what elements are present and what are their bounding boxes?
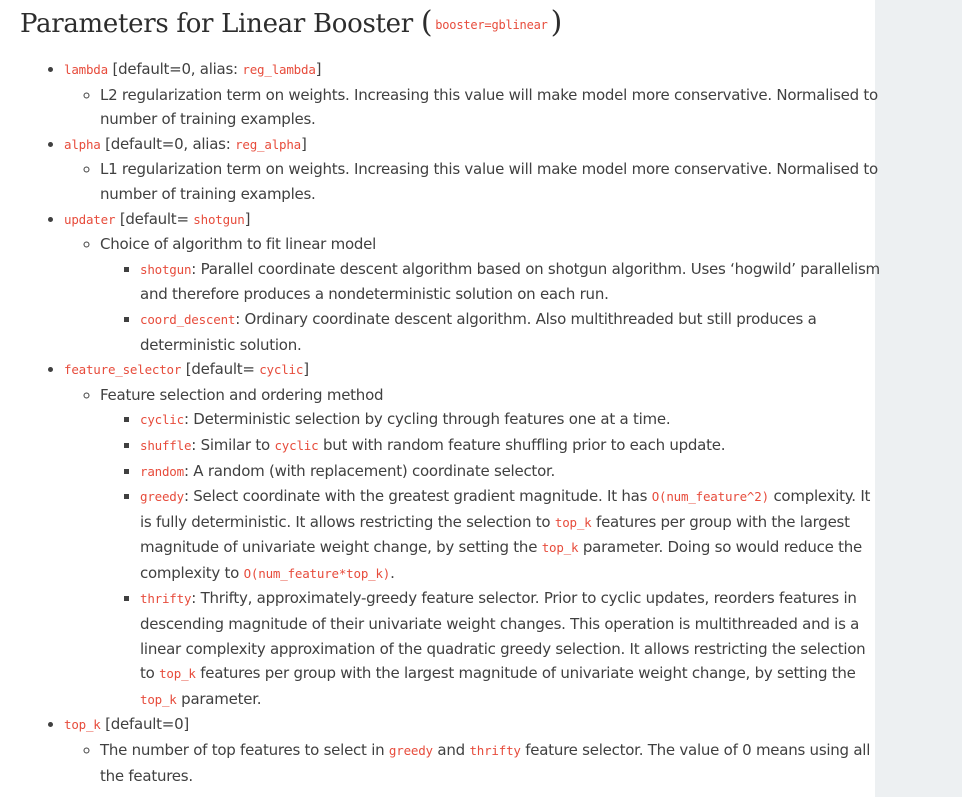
- right-sidebar: [875, 0, 962, 797]
- param-lambda: [64, 57, 882, 132]
- param-name: alpha: [64, 136, 101, 152]
- option-text: parameter.: [181, 689, 262, 708]
- option-text: features per group with the largest magnitude of univariate weight change, by setting the: [200, 664, 856, 683]
- param-name: top_k: [64, 717, 101, 733]
- param-default-end: ]: [244, 209, 251, 228]
- param-default: [default=0, alias:: [105, 134, 231, 153]
- param-default: [default=: [119, 209, 189, 228]
- option-inline-code: cyclic: [274, 437, 319, 453]
- param-name: updater: [64, 211, 116, 227]
- param-feature-selector: [64, 357, 882, 712]
- option-text: features per group with the largest magnitude of univariate weight change, by setting the: [140, 512, 850, 557]
- option-text: : Similar to: [191, 435, 270, 454]
- param-inline-code: greedy: [388, 743, 433, 759]
- param-default-end: ]: [315, 60, 322, 78]
- option-text: : Ordinary coordinate descent algorithm. Also multithreaded but still produces a deterministic solution.: [140, 309, 817, 354]
- option-code: thrifty: [140, 591, 192, 607]
- param-description-text: Choice of algorithm to fit linear model: [100, 235, 377, 254]
- option-text: : Deterministic selection by cycling through features one at a time.: [183, 410, 671, 429]
- option-text: but with random feature shuffling prior to each update.: [322, 435, 726, 454]
- param-description: [100, 383, 882, 713]
- option-code: shuffle: [140, 437, 192, 453]
- option-inline-code: top_k: [159, 666, 196, 682]
- heading-code: booster=gblinear: [435, 18, 548, 32]
- param-description: [100, 738, 882, 788]
- param-default-value: cyclic: [259, 362, 304, 378]
- param-description-text: feature selector. The value of 0 means using all the features.: [100, 741, 871, 785]
- option-cyclic: [140, 407, 882, 433]
- option-text: : Thrifty, approximately-greedy feature selector. Prior to cyclic updates, reorders features in descending magnitude of their univariate weight changes. This operation is multithreaded and is a linear complexity approximation of the quadratic greedy selection. It allows restricting the selection to: [140, 589, 866, 683]
- param-description-text: The number of top features to select in: [100, 741, 385, 760]
- param-description-text: Feature selection and ordering method: [100, 385, 384, 404]
- param-default-end: ]: [301, 134, 307, 153]
- option-list: [100, 257, 882, 357]
- option-text: parameter. Doing so would reduce the complexity to: [140, 538, 863, 582]
- option-text: .: [390, 563, 395, 582]
- param-default: [default=0, alias:: [112, 60, 238, 78]
- option-inline-code: top_k: [554, 514, 592, 530]
- option-code: greedy: [140, 489, 184, 505]
- heading-paren-open: (: [420, 5, 433, 40]
- param-description: ◦ L1 regularization term on weights. Increasing this value will make model more conservative. Normalised to number of training examples.: [100, 157, 882, 206]
- option-shotgun: [140, 257, 882, 307]
- param-desc-list: [64, 157, 882, 206]
- param-desc-list: [64, 83, 882, 132]
- param-description: ◦ L2 regularization term on weights. Increasing this value will make model more conservative. Normalised to number of training examples.: [100, 83, 882, 132]
- param-alias: reg_lambda: [242, 62, 316, 77]
- param-default-value: shotgun: [193, 211, 245, 227]
- section-heading: [20, 6, 882, 42]
- option-text: complexity. It is fully deterministic. It allows restricting the selection to: [140, 487, 871, 531]
- option-inline-code: O(num_feature*top_k): [243, 565, 391, 581]
- param-name: lambda: [64, 62, 108, 77]
- option-coord-descent: [140, 307, 882, 357]
- option-code: coord_descent: [140, 311, 236, 327]
- param-name: feature_selector: [64, 362, 182, 378]
- option-inline-code: O(num_feature^2): [651, 489, 769, 505]
- option-inline-code: top_k: [140, 691, 177, 707]
- param-alias: reg_alpha: [235, 136, 302, 152]
- option-inline-code: top_k: [541, 540, 579, 556]
- option-code: cyclic: [140, 412, 184, 428]
- param-default: [default=: [185, 360, 255, 379]
- parameter-list: [20, 57, 882, 788]
- param-desc-list: [64, 232, 882, 357]
- option-code: random: [140, 463, 184, 479]
- option-text: : Parallel coordinate descent algorithm based on shotgun algorithm. Uses ‘hogwild’ parallelism and therefore produces a nondeterministic solution on each run.: [140, 259, 880, 304]
- param-alpha: [64, 132, 882, 207]
- option-text: : Select coordinate with the greatest gradient magnitude. It has: [183, 487, 648, 506]
- option-text: : A random (with replacement) coordinate selector.: [183, 461, 556, 480]
- option-code: shotgun: [140, 261, 192, 277]
- param-top-k: [64, 712, 882, 788]
- option-thrifty: [140, 586, 882, 712]
- option-shuffle: [140, 433, 882, 459]
- param-desc-list: [64, 738, 882, 788]
- param-default: [default=0]: [105, 715, 190, 734]
- param-desc-list: [64, 383, 882, 713]
- param-inline-code: thrifty: [469, 743, 521, 759]
- option-random: [140, 459, 882, 485]
- option-greedy: [140, 484, 882, 586]
- param-description-text: and: [437, 741, 465, 760]
- param-updater: [64, 207, 882, 358]
- heading-text: Parameters for Linear Booster: [20, 9, 413, 39]
- param-description: [100, 232, 882, 357]
- heading-paren-close: ): [550, 5, 563, 40]
- param-default-end: ]: [303, 360, 309, 379]
- option-list: [100, 407, 882, 712]
